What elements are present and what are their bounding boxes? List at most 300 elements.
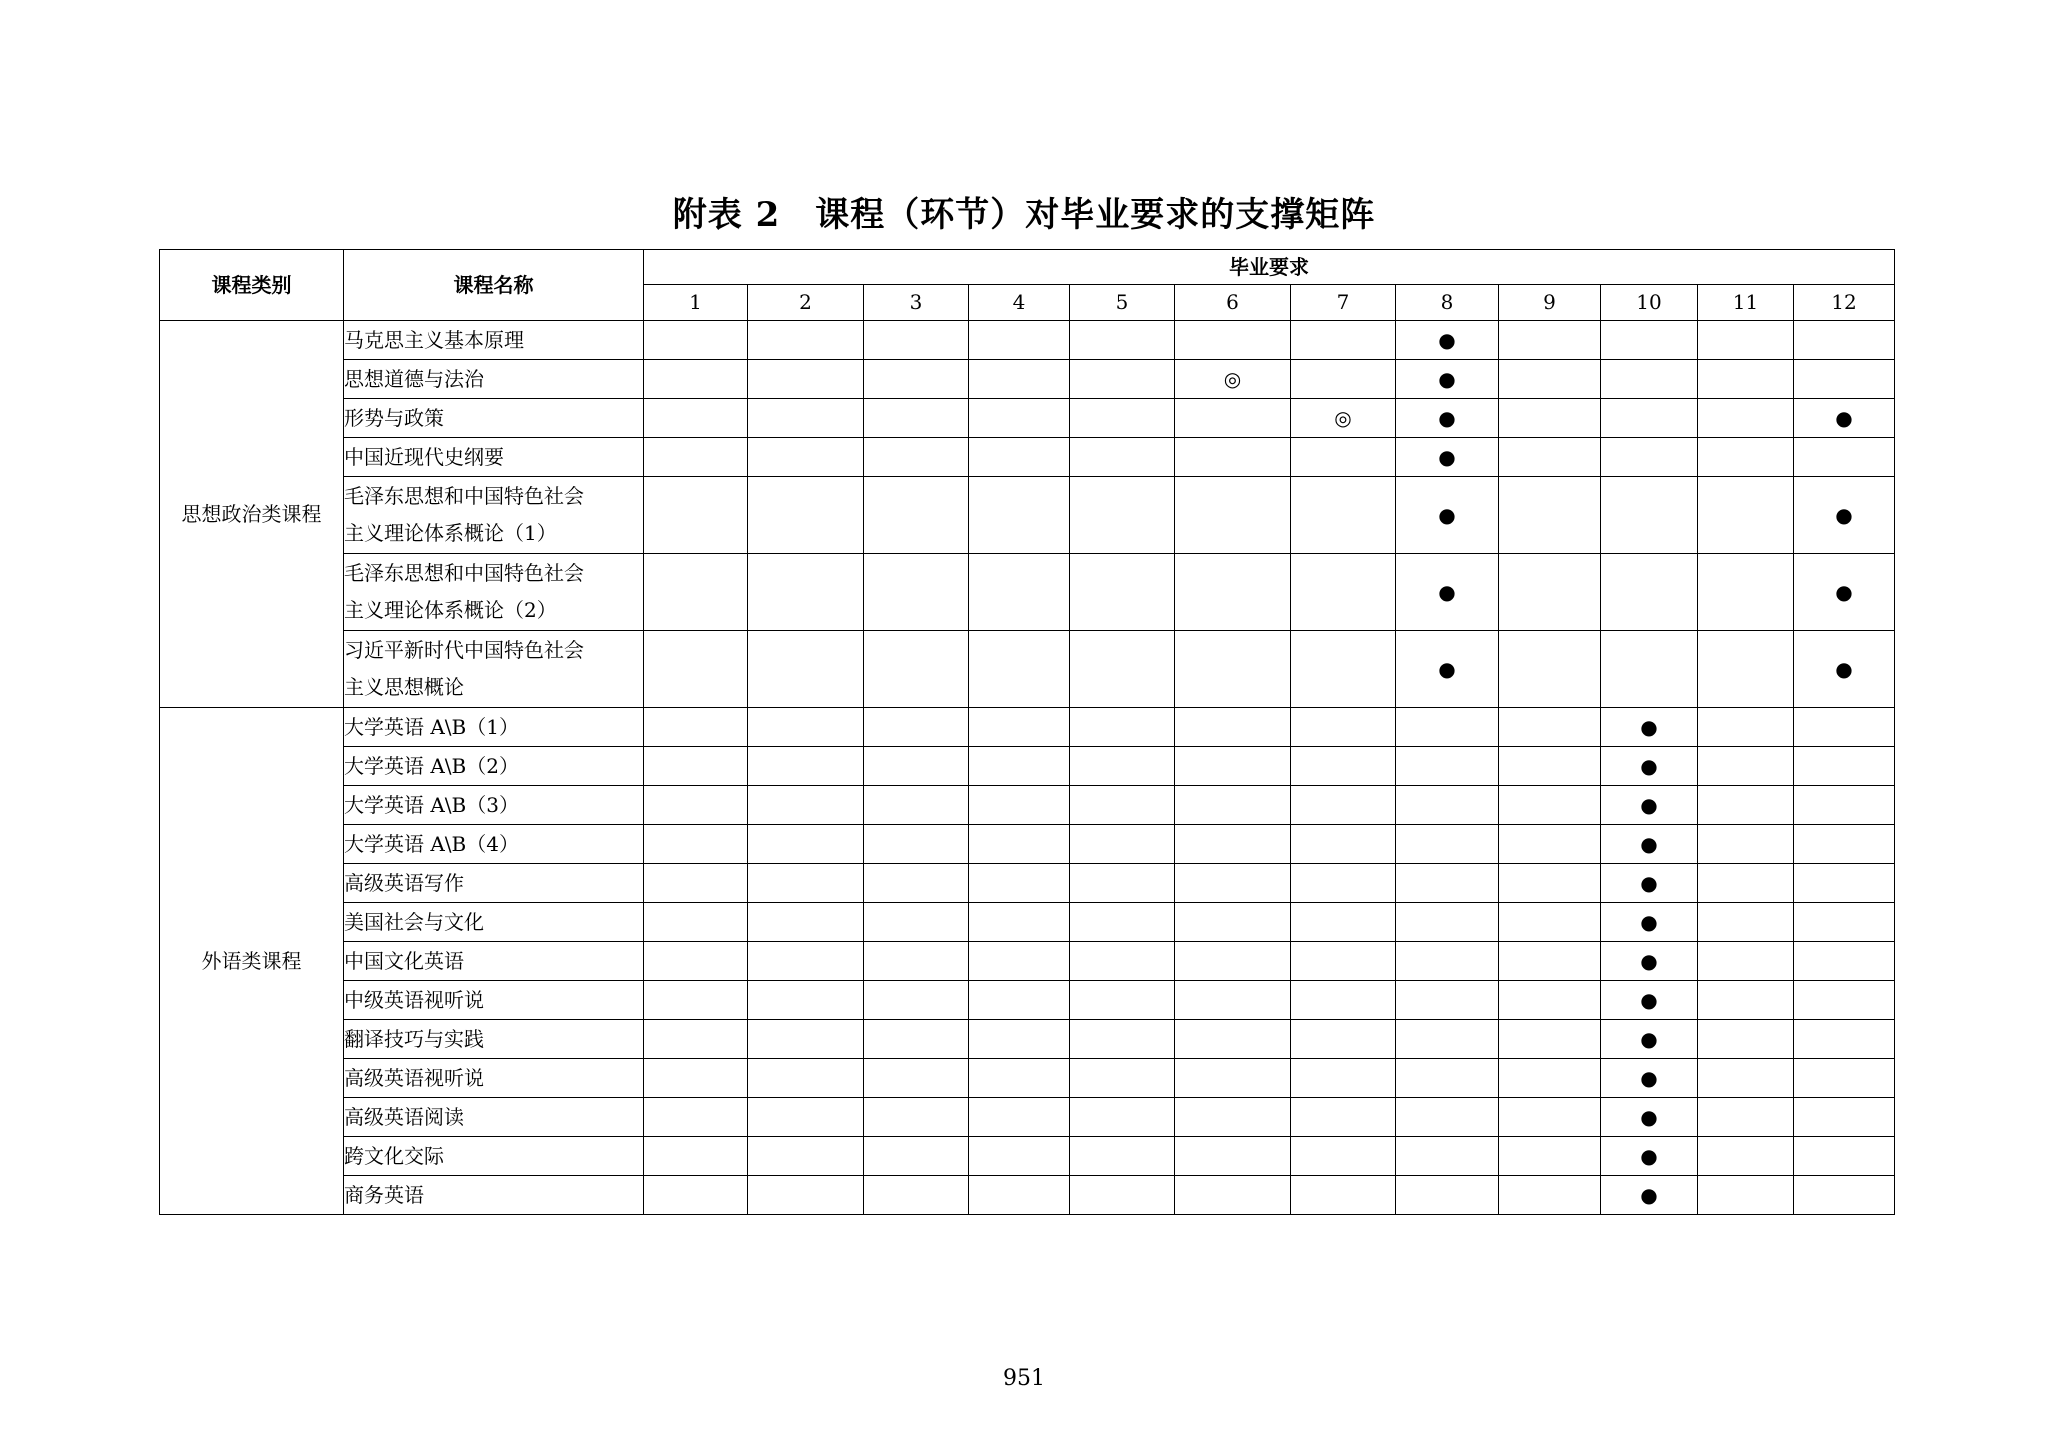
support-cell: [1601, 864, 1698, 903]
requirement-number-11: 11: [1698, 285, 1794, 321]
support-cell: [1070, 903, 1175, 942]
support-cell: [1794, 747, 1895, 786]
table-row: [160, 864, 1895, 903]
support-cell: [1601, 631, 1698, 708]
table-row: [160, 747, 1895, 786]
support-cell: [1291, 1020, 1396, 1059]
course-name-line: 主义思想概论: [344, 675, 464, 699]
support-cell: [1175, 708, 1291, 747]
document-title: 附表 2 课程（环节）对毕业要求的支撑矩阵: [672, 195, 1376, 235]
course-category-cell: 外语类课程: [160, 708, 344, 1215]
support-cell: [1070, 1176, 1175, 1215]
support-cell: [1499, 1137, 1601, 1176]
support-cell: [1175, 825, 1291, 864]
support-cell: [1698, 477, 1794, 554]
support-cell: [1601, 786, 1698, 825]
support-cell: [1070, 942, 1175, 981]
support-cell: [1396, 708, 1499, 747]
strong-support-mark: ●: [1438, 444, 1456, 469]
support-cell: [1499, 786, 1601, 825]
table-row: [160, 554, 1895, 631]
support-cell: [1175, 864, 1291, 903]
support-cell: [1499, 321, 1601, 360]
support-cell: [1698, 1020, 1794, 1059]
support-cell: [969, 1137, 1070, 1176]
support-cell: [864, 438, 969, 477]
support-cell: [969, 1020, 1070, 1059]
course-name-cell: [344, 554, 644, 631]
course-name-cell: [344, 825, 644, 864]
table-row: [160, 786, 1895, 825]
course-name-line: 大学英语 A\B（2）: [344, 753, 519, 778]
support-cell: [1291, 903, 1396, 942]
requirement-number-7: 7: [1291, 285, 1396, 321]
support-cell: [1601, 747, 1698, 786]
support-cell: [1175, 631, 1291, 708]
support-cell: [1601, 981, 1698, 1020]
support-cell: [864, 1059, 969, 1098]
support-cell: [1291, 554, 1396, 631]
support-cell: [748, 942, 864, 981]
support-cell: [644, 942, 748, 981]
course-name-line: 高级英语阅读: [344, 1104, 464, 1129]
support-cell: [969, 1176, 1070, 1215]
support-cell: [1070, 825, 1175, 864]
table-row: [160, 360, 1895, 399]
support-cell: [1698, 942, 1794, 981]
support-cell: [1698, 1098, 1794, 1137]
support-cell: [748, 631, 864, 708]
strong-support-mark: ●: [1835, 405, 1853, 430]
support-cell: [644, 864, 748, 903]
support-cell: [1499, 360, 1601, 399]
table-row: [160, 981, 1895, 1020]
support-cell: [1698, 825, 1794, 864]
support-cell: [864, 903, 969, 942]
matrix-body: [160, 321, 1895, 1215]
support-cell: [1291, 438, 1396, 477]
support-cell: [1070, 360, 1175, 399]
support-cell: [1698, 864, 1794, 903]
course-name-cell: [344, 1098, 644, 1137]
course-name-line: 主义理论体系概论（2）: [344, 598, 557, 622]
support-cell: [1698, 1059, 1794, 1098]
support-cell: [969, 864, 1070, 903]
course-name-cell: [344, 360, 644, 399]
strong-support-mark: ●: [1640, 792, 1658, 817]
strong-support-mark: ●: [1640, 1104, 1658, 1129]
support-cell: [1698, 321, 1794, 360]
support-cell: [1601, 708, 1698, 747]
support-cell: [864, 360, 969, 399]
support-cell: [1499, 438, 1601, 477]
course-name-line: 高级英语视听说: [344, 1065, 484, 1090]
support-cell: [1698, 786, 1794, 825]
course-name-line: 中级英语视听说: [344, 987, 484, 1012]
support-cell: [1794, 477, 1895, 554]
support-cell: [1175, 554, 1291, 631]
course-name-line: 美国社会与文化: [344, 909, 484, 934]
support-cell: [1601, 321, 1698, 360]
course-name-line: 高级英语写作: [344, 870, 464, 895]
support-cell: [1601, 554, 1698, 631]
strong-support-mark: ●: [1640, 870, 1658, 895]
support-cell: [1291, 631, 1396, 708]
support-cell: [864, 747, 969, 786]
support-cell: [748, 1176, 864, 1215]
strong-support-mark: ●: [1640, 1182, 1658, 1207]
table-row: [160, 399, 1895, 438]
category-header: 课程类别: [160, 250, 344, 321]
support-cell: [1499, 554, 1601, 631]
support-cell: [1175, 1020, 1291, 1059]
course-name-cell: [344, 864, 644, 903]
support-cell: [1070, 1137, 1175, 1176]
strong-support-mark: ●: [1835, 502, 1853, 527]
support-cell: [1070, 1059, 1175, 1098]
support-cell: [644, 1020, 748, 1059]
support-cell: [1291, 360, 1396, 399]
support-cell: [1396, 554, 1499, 631]
support-cell: [1499, 399, 1601, 438]
strong-support-mark: ●: [1640, 1026, 1658, 1051]
requirement-number-8: 8: [1396, 285, 1499, 321]
table-row: [160, 825, 1895, 864]
support-cell: [969, 1098, 1070, 1137]
support-cell: [969, 825, 1070, 864]
support-cell: [1601, 1137, 1698, 1176]
course-name-header: 课程名称: [344, 250, 644, 321]
course-name-cell: [344, 1176, 644, 1215]
support-cell: [1291, 942, 1396, 981]
support-cell: [1698, 747, 1794, 786]
support-cell: [1499, 747, 1601, 786]
table-row: [160, 1098, 1895, 1137]
support-cell: [1291, 321, 1396, 360]
requirement-number-9: 9: [1499, 285, 1601, 321]
support-cell: [1070, 786, 1175, 825]
strong-support-mark: ●: [1640, 1143, 1658, 1168]
support-cell: [1396, 786, 1499, 825]
support-cell: [969, 631, 1070, 708]
support-cell: [644, 631, 748, 708]
support-cell: [748, 321, 864, 360]
support-cell: [1698, 903, 1794, 942]
support-cell: [864, 477, 969, 554]
course-name-cell: [344, 747, 644, 786]
support-cell: [1794, 1137, 1895, 1176]
support-cell: [969, 477, 1070, 554]
support-cell: [864, 631, 969, 708]
support-cell: [1499, 1098, 1601, 1137]
support-cell: [748, 903, 864, 942]
support-cell: [1499, 942, 1601, 981]
table-row: [160, 1059, 1895, 1098]
support-cell: [748, 399, 864, 438]
requirement-number-6: 6: [1175, 285, 1291, 321]
support-cell: [1794, 864, 1895, 903]
course-name-cell: [344, 477, 644, 554]
support-cell: [1499, 1020, 1601, 1059]
support-cell: [1291, 477, 1396, 554]
support-cell: [1070, 477, 1175, 554]
support-cell: [1291, 1137, 1396, 1176]
support-cell: [748, 708, 864, 747]
support-cell: [1070, 554, 1175, 631]
strong-support-mark: ●: [1640, 1065, 1658, 1090]
support-cell: [969, 981, 1070, 1020]
support-cell: [1794, 631, 1895, 708]
support-cell: [1396, 360, 1499, 399]
support-cell: [1175, 1137, 1291, 1176]
support-cell: [1698, 438, 1794, 477]
course-name-line: 毛泽东思想和中国特色社会: [344, 561, 584, 585]
support-cell: [1291, 1059, 1396, 1098]
support-cell: [1175, 477, 1291, 554]
support-cell: [1396, 747, 1499, 786]
course-name-cell: [344, 942, 644, 981]
support-cell: [969, 1059, 1070, 1098]
strong-support-mark: ●: [1438, 656, 1456, 681]
support-cell: [1698, 360, 1794, 399]
support-cell: [1794, 438, 1895, 477]
course-name-cell: [344, 1059, 644, 1098]
support-cell: [644, 1176, 748, 1215]
page-number: 951: [1003, 1366, 1045, 1391]
table-row: [160, 942, 1895, 981]
support-cell: [1794, 825, 1895, 864]
support-cell: [1396, 477, 1499, 554]
strong-support-mark: ●: [1835, 579, 1853, 604]
support-cell: [969, 903, 1070, 942]
strong-support-mark: ●: [1835, 656, 1853, 681]
support-cell: [1396, 1059, 1499, 1098]
support-cell: [644, 477, 748, 554]
support-cell: [644, 360, 748, 399]
support-cell: [864, 981, 969, 1020]
support-cell: [864, 1020, 969, 1059]
support-cell: [748, 786, 864, 825]
support-cell: [1070, 1020, 1175, 1059]
support-cell: [748, 825, 864, 864]
support-cell: [864, 786, 969, 825]
strong-support-mark: ●: [1640, 753, 1658, 778]
course-name-cell: [344, 981, 644, 1020]
support-cell: [1698, 399, 1794, 438]
support-cell: [644, 786, 748, 825]
support-cell: [1601, 1059, 1698, 1098]
medium-support-mark: ◎: [1223, 366, 1242, 391]
course-name-cell: [344, 1020, 644, 1059]
requirement-number-10: 10: [1601, 285, 1698, 321]
support-cell: [1070, 399, 1175, 438]
requirements-header: 毕业要求: [644, 250, 1895, 285]
course-name-line: 习近平新时代中国特色社会: [344, 638, 584, 662]
requirement-number-12: 12: [1794, 285, 1895, 321]
table-row: [160, 1137, 1895, 1176]
support-cell: [748, 1098, 864, 1137]
support-cell: [1499, 1059, 1601, 1098]
course-name-cell: [344, 631, 644, 708]
table-row: [160, 438, 1895, 477]
support-cell: [1396, 321, 1499, 360]
course-name-line: 商务英语: [344, 1182, 424, 1207]
table-row: [160, 708, 1895, 747]
strong-support-mark: ●: [1640, 987, 1658, 1012]
support-cell: [1698, 631, 1794, 708]
support-cell: [1175, 399, 1291, 438]
strong-support-mark: ●: [1438, 579, 1456, 604]
support-cell: [864, 942, 969, 981]
support-cell: [1070, 864, 1175, 903]
support-cell: [748, 554, 864, 631]
support-cell: [1175, 903, 1291, 942]
support-cell: [1794, 321, 1895, 360]
support-cell: [1396, 1137, 1499, 1176]
support-cell: [748, 1020, 864, 1059]
support-cell: [644, 1137, 748, 1176]
header-row-top: [160, 250, 1895, 285]
support-cell: [644, 399, 748, 438]
support-cell: [1499, 981, 1601, 1020]
support-cell: [1291, 1098, 1396, 1137]
support-cell: [1291, 708, 1396, 747]
requirement-number-3: 3: [864, 285, 969, 321]
support-cell: [1601, 438, 1698, 477]
support-cell: [864, 1137, 969, 1176]
course-name-line: 大学英语 A\B（1）: [344, 714, 519, 739]
support-cell: [644, 981, 748, 1020]
support-cell: [969, 399, 1070, 438]
support-cell: [1070, 631, 1175, 708]
course-name-cell: [344, 399, 644, 438]
support-cell: [1396, 1098, 1499, 1137]
support-cell: [1175, 360, 1291, 399]
support-cell: [644, 708, 748, 747]
support-cell: [1175, 786, 1291, 825]
support-cell: [1070, 438, 1175, 477]
support-cell: [1175, 1059, 1291, 1098]
support-cell: [969, 321, 1070, 360]
course-name-line: 大学英语 A\B（4）: [344, 831, 519, 856]
support-cell: [1396, 903, 1499, 942]
strong-support-mark: ●: [1438, 366, 1456, 391]
strong-support-mark: ●: [1640, 909, 1658, 934]
support-cell: [644, 903, 748, 942]
strong-support-mark: ●: [1438, 405, 1456, 430]
support-cell: [1070, 747, 1175, 786]
support-cell: [644, 825, 748, 864]
support-cell: [1396, 864, 1499, 903]
course-name-cell: [344, 903, 644, 942]
course-category-cell: 思想政治类课程: [160, 321, 344, 708]
support-cell: [864, 864, 969, 903]
strong-support-mark: ●: [1438, 502, 1456, 527]
strong-support-mark: ●: [1640, 714, 1658, 739]
support-cell: [748, 981, 864, 1020]
support-cell: [1794, 708, 1895, 747]
support-cell: [1499, 477, 1601, 554]
support-cell: [1499, 903, 1601, 942]
support-cell: [1601, 477, 1698, 554]
course-name-line: 中国近现代史纲要: [344, 444, 504, 469]
support-cell: [1396, 942, 1499, 981]
support-cell: [1175, 1098, 1291, 1137]
strong-support-mark: ●: [1640, 948, 1658, 973]
support-cell: [1794, 981, 1895, 1020]
course-name-cell: [344, 1137, 644, 1176]
support-cell: [1396, 631, 1499, 708]
support-cell: [1601, 399, 1698, 438]
support-cell: [1601, 825, 1698, 864]
support-cell: [1396, 399, 1499, 438]
medium-support-mark: ◎: [1334, 405, 1352, 430]
support-cell: [864, 399, 969, 438]
support-matrix-table: [159, 249, 1895, 1215]
support-cell: [1070, 321, 1175, 360]
course-name-cell: [344, 438, 644, 477]
requirement-number-1: 1: [644, 285, 748, 321]
support-cell: [864, 708, 969, 747]
support-cell: [969, 942, 1070, 981]
course-name-line: 中国文化英语: [344, 948, 464, 973]
table-row: [160, 321, 1895, 360]
support-cell: [1291, 864, 1396, 903]
strong-support-mark: ●: [1640, 831, 1658, 856]
support-cell: [1175, 981, 1291, 1020]
course-name-line: 大学英语 A\B（3）: [344, 792, 519, 817]
support-cell: [1794, 942, 1895, 981]
support-cell: [1698, 1176, 1794, 1215]
support-cell: [1499, 708, 1601, 747]
support-cell: [1175, 942, 1291, 981]
support-cell: [748, 360, 864, 399]
support-cell: [1794, 1059, 1895, 1098]
support-cell: [1601, 360, 1698, 399]
support-cell: [864, 1176, 969, 1215]
table-row: [160, 631, 1895, 708]
support-cell: [1291, 399, 1396, 438]
support-cell: [748, 864, 864, 903]
course-name-cell: [344, 708, 644, 747]
support-cell: [644, 1059, 748, 1098]
course-name-line: 思想道德与法治: [344, 366, 484, 391]
course-name-line: 形势与政策: [344, 405, 444, 430]
support-cell: [1396, 1176, 1499, 1215]
strong-support-mark: ●: [1438, 327, 1456, 352]
course-name-line: 毛泽东思想和中国特色社会: [344, 484, 584, 508]
support-cell: [1396, 981, 1499, 1020]
support-cell: [1499, 1176, 1601, 1215]
support-cell: [1794, 903, 1895, 942]
support-cell: [748, 438, 864, 477]
support-cell: [1794, 1020, 1895, 1059]
support-cell: [748, 747, 864, 786]
support-cell: [1601, 942, 1698, 981]
table-row: [160, 477, 1895, 554]
support-cell: [864, 825, 969, 864]
support-cell: [644, 747, 748, 786]
support-cell: [1175, 1176, 1291, 1215]
support-cell: [1396, 438, 1499, 477]
support-cell: [748, 1137, 864, 1176]
support-cell: [1698, 1137, 1794, 1176]
support-cell: [969, 438, 1070, 477]
support-cell: [644, 1098, 748, 1137]
course-name-cell: [344, 321, 644, 360]
course-name-line: 翻译技巧与实践: [344, 1026, 484, 1051]
support-cell: [864, 321, 969, 360]
